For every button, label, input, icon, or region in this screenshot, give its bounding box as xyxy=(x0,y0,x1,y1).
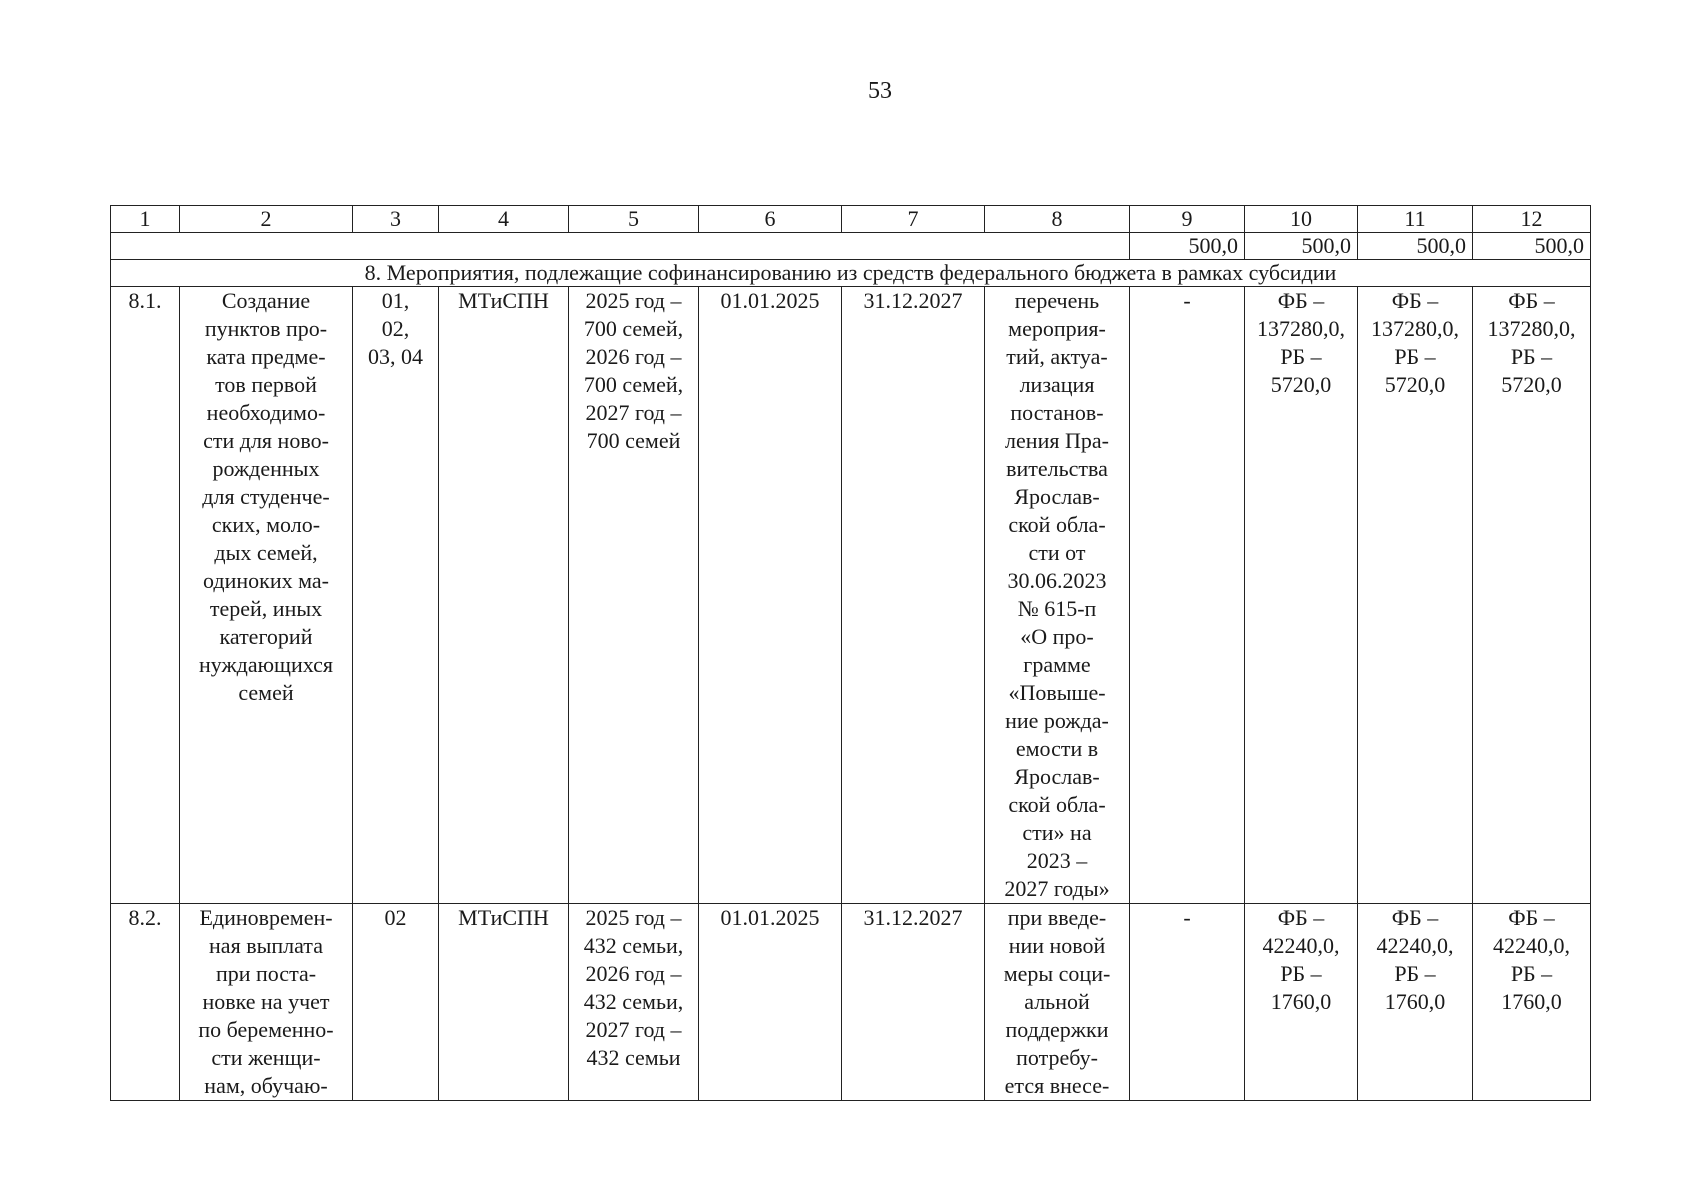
measures-table xyxy=(110,205,1591,1101)
total-row-blank xyxy=(111,233,1130,260)
column-number: 11 xyxy=(1358,206,1473,233)
column-number: 12 xyxy=(1473,206,1591,233)
funding-col12: ФБ – 42240,0, РБ – 1760,0 xyxy=(1473,904,1591,1101)
total-row xyxy=(111,233,1591,260)
total-value: 500,0 xyxy=(1473,233,1591,260)
column-number: 6 xyxy=(699,206,842,233)
expected-result: 2025 год – 432 семьи, 2026 год – 432 семьи, 2027 год – 432 семьи xyxy=(569,904,699,1101)
basis: перечень мероприя- тий, актуа- лизация постанов- ления Пра- вительства Ярослав- ской обла- сти от 30.06.2023 № 615-п «О про- грамме «Повыше- ние рожда- емости в Ярослав- ской обла- сти» на 2023 – 2027 годы» xyxy=(985,287,1130,904)
section-row xyxy=(111,260,1591,287)
end-date: 31.12.2027 xyxy=(842,287,985,904)
column-number: 2 xyxy=(180,206,353,233)
executor: МТиСПН xyxy=(439,287,569,904)
start-date: 01.01.2025 xyxy=(699,287,842,904)
total-value: 500,0 xyxy=(1130,233,1245,260)
funding-col11: ФБ – 42240,0, РБ – 1760,0 xyxy=(1358,904,1473,1101)
total-value: 500,0 xyxy=(1245,233,1358,260)
basis: при введе- нии новой меры соци- альной поддержки потребу- ется внесе- xyxy=(985,904,1130,1101)
row-number: 8.1. xyxy=(111,287,180,904)
column-number: 5 xyxy=(569,206,699,233)
task-codes: 02 xyxy=(353,904,439,1101)
column-number: 8 xyxy=(985,206,1130,233)
measure-name: Создание пунктов про- ката предме- тов первой необходимо- сти для ново- рожденных для студенче- ских, моло- дых семей, одиноких ма- терей, иных категорий нуждающихся семей xyxy=(180,287,353,904)
column-number: 7 xyxy=(842,206,985,233)
column-number-row xyxy=(111,206,1591,233)
funding-col10: ФБ – 137280,0, РБ – 5720,0 xyxy=(1245,287,1358,904)
funding-col9: - xyxy=(1130,287,1245,904)
funding-col10: ФБ – 42240,0, РБ – 1760,0 xyxy=(1245,904,1358,1101)
column-number: 10 xyxy=(1245,206,1358,233)
table-row xyxy=(111,904,1591,1101)
column-number: 4 xyxy=(439,206,569,233)
column-number: 3 xyxy=(353,206,439,233)
measure-name: Единовремен- ная выплата при поста- новке на учет по беременно- сти женщи- нам, обучаю- xyxy=(180,904,353,1101)
funding-col11: ФБ – 137280,0, РБ – 5720,0 xyxy=(1358,287,1473,904)
expected-result: 2025 год – 700 семей, 2026 год – 700 семей, 2027 год – 700 семей xyxy=(569,287,699,904)
end-date: 31.12.2027 xyxy=(842,904,985,1101)
row-number: 8.2. xyxy=(111,904,180,1101)
page-number: 53 xyxy=(868,78,892,104)
funding-col9: - xyxy=(1130,904,1245,1101)
table-row xyxy=(111,287,1591,904)
task-codes: 01, 02, 03, 04 xyxy=(353,287,439,904)
section-title: 8. Мероприятия, подлежащие софинансированию из средств федерального бюджета в рамках субсидии xyxy=(111,260,1591,287)
executor: МТиСПН xyxy=(439,904,569,1101)
start-date: 01.01.2025 xyxy=(699,904,842,1101)
column-number: 9 xyxy=(1130,206,1245,233)
column-number: 1 xyxy=(111,206,180,233)
total-value: 500,0 xyxy=(1358,233,1473,260)
funding-col12: ФБ – 137280,0, РБ – 5720,0 xyxy=(1473,287,1591,904)
